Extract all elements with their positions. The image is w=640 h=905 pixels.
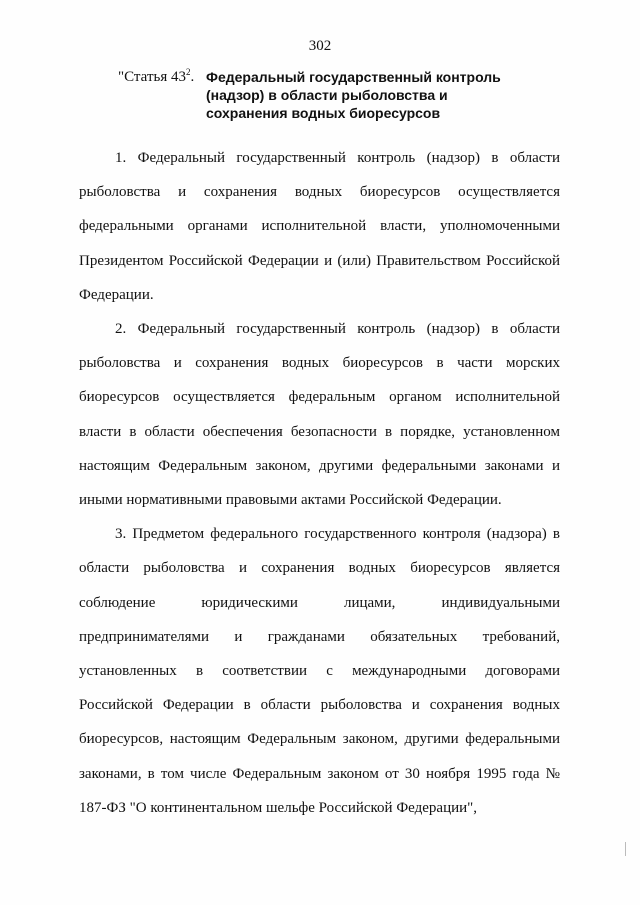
article-title-line: сохранения водных биоресурсов xyxy=(206,105,441,121)
article-title-line: Федеральный государственный контроль xyxy=(206,69,501,85)
paragraph-3: 3. Предметом федерального государственного контроля (надзора) в области рыболовства и сохранения водных биоресурсов является соблюдение юридическими лицами, индивидуальными предпринимателями и гражданами обязательных требований, установленных в соответствии с международными договорами Российской Федерации в области рыболовства и сохранения водных биоресурсов, настоящим Федеральным законом, другими федеральными законами, в том числе Федеральным законом от 30 ноября 1995 года № 187-ФЗ "О континентальном шельфе Российской Федерации", xyxy=(79,526,560,816)
article-title xyxy=(206,68,536,122)
scan-margin-mark xyxy=(625,842,626,856)
article-label xyxy=(118,68,194,86)
article-body xyxy=(79,141,560,825)
article-label-superscript: 2 xyxy=(185,67,191,77)
paragraph-2: 2. Федеральный государственный контроль (надзор) в области рыболовства и сохранения водных биоресурсов в части морских биоресурсов осуществляется федеральным органом исполнительной власти в области обеспечения безопасности в порядке, установленном настоящим Федеральным законом, другими федеральными законами и иными нормативными правовыми актами Российской Федерации. xyxy=(79,321,560,509)
article-label-text: "Статья 43 xyxy=(118,69,186,85)
page-number: 302 xyxy=(308,38,332,54)
paragraph-1: 1. Федеральный государственный контроль (надзор) в области рыболовства и сохранения водных биоресурсов осуществляется федеральными органами исполнительной власти, уполномоченными Президентом Российской Федерации и (или) Правительством Российской Федерации. xyxy=(79,150,560,303)
article-title-line: (надзор) в области рыболовства и xyxy=(206,87,448,103)
article-label-suffix: . xyxy=(190,69,195,85)
